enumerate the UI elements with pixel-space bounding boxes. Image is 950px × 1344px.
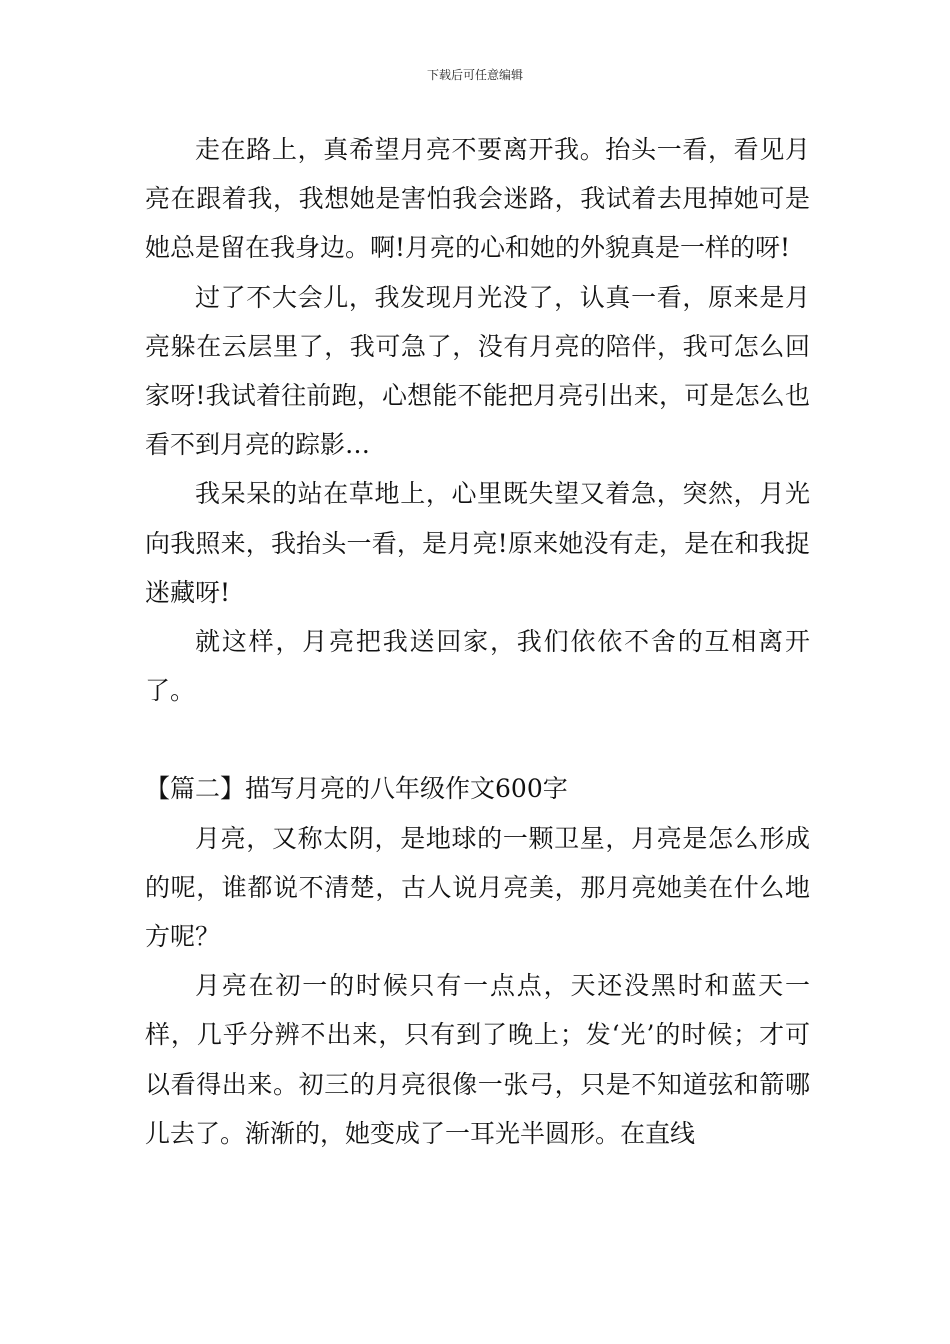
section-gap [145, 715, 810, 764]
paragraph-moon-intro: 月亮，又称太阴，是地球的一颗卫星，月亮是怎么形成的呢，谁都说不清楚，古人说月亮美，那月亮她美在什么地方呢？ [145, 823, 810, 952]
paragraph-moon-returns: 我呆呆的站在草地上，心里既失望又着急，突然，月光向我照来，我抬头一看，是月亮!原来她没有走，是在和我捉迷藏呀! [145, 479, 810, 607]
paragraph-walking: 走在路上，真希望月亮不要离开我。抬头一看，看见月亮在跟着我，我想她是害怕我会迷路，我试着去甩掉她可是她总是留在我身边。啊!月亮的心和她的外貌真是一样的呀! [145, 135, 810, 263]
paragraph-farewell: 就这样，月亮把我送回家，我们依依不舍的互相离开了。 [145, 627, 810, 706]
header-note: 下载后可任意编辑 [426, 68, 523, 82]
section-heading: 【篇二】描写月亮的八年级作文600字 [145, 774, 568, 804]
paragraph-moon-hidden: 过了不大会儿，我发现月光没了，认真一看，原来是月亮躲在云层里了，我可急了，没有月亮的陪伴，我可怎么回家呀!我试着往前跑，心想能不能把月亮引出来，可是怎么也看不到月亮的踪影… [145, 282, 810, 460]
paragraph-moon-phases: 月亮在初一的时候只有一点点，天还没黑时和蓝天一样，几乎分辨不出来，只有到了晚上；发‘光’的时候；才可以看得出来。初三的月亮很像一张弓，只是不知道弦和箭哪儿去了。渐渐的，她变成了一耳光半圆形。在直线 [145, 971, 810, 1148]
document-body [145, 125, 810, 1158]
